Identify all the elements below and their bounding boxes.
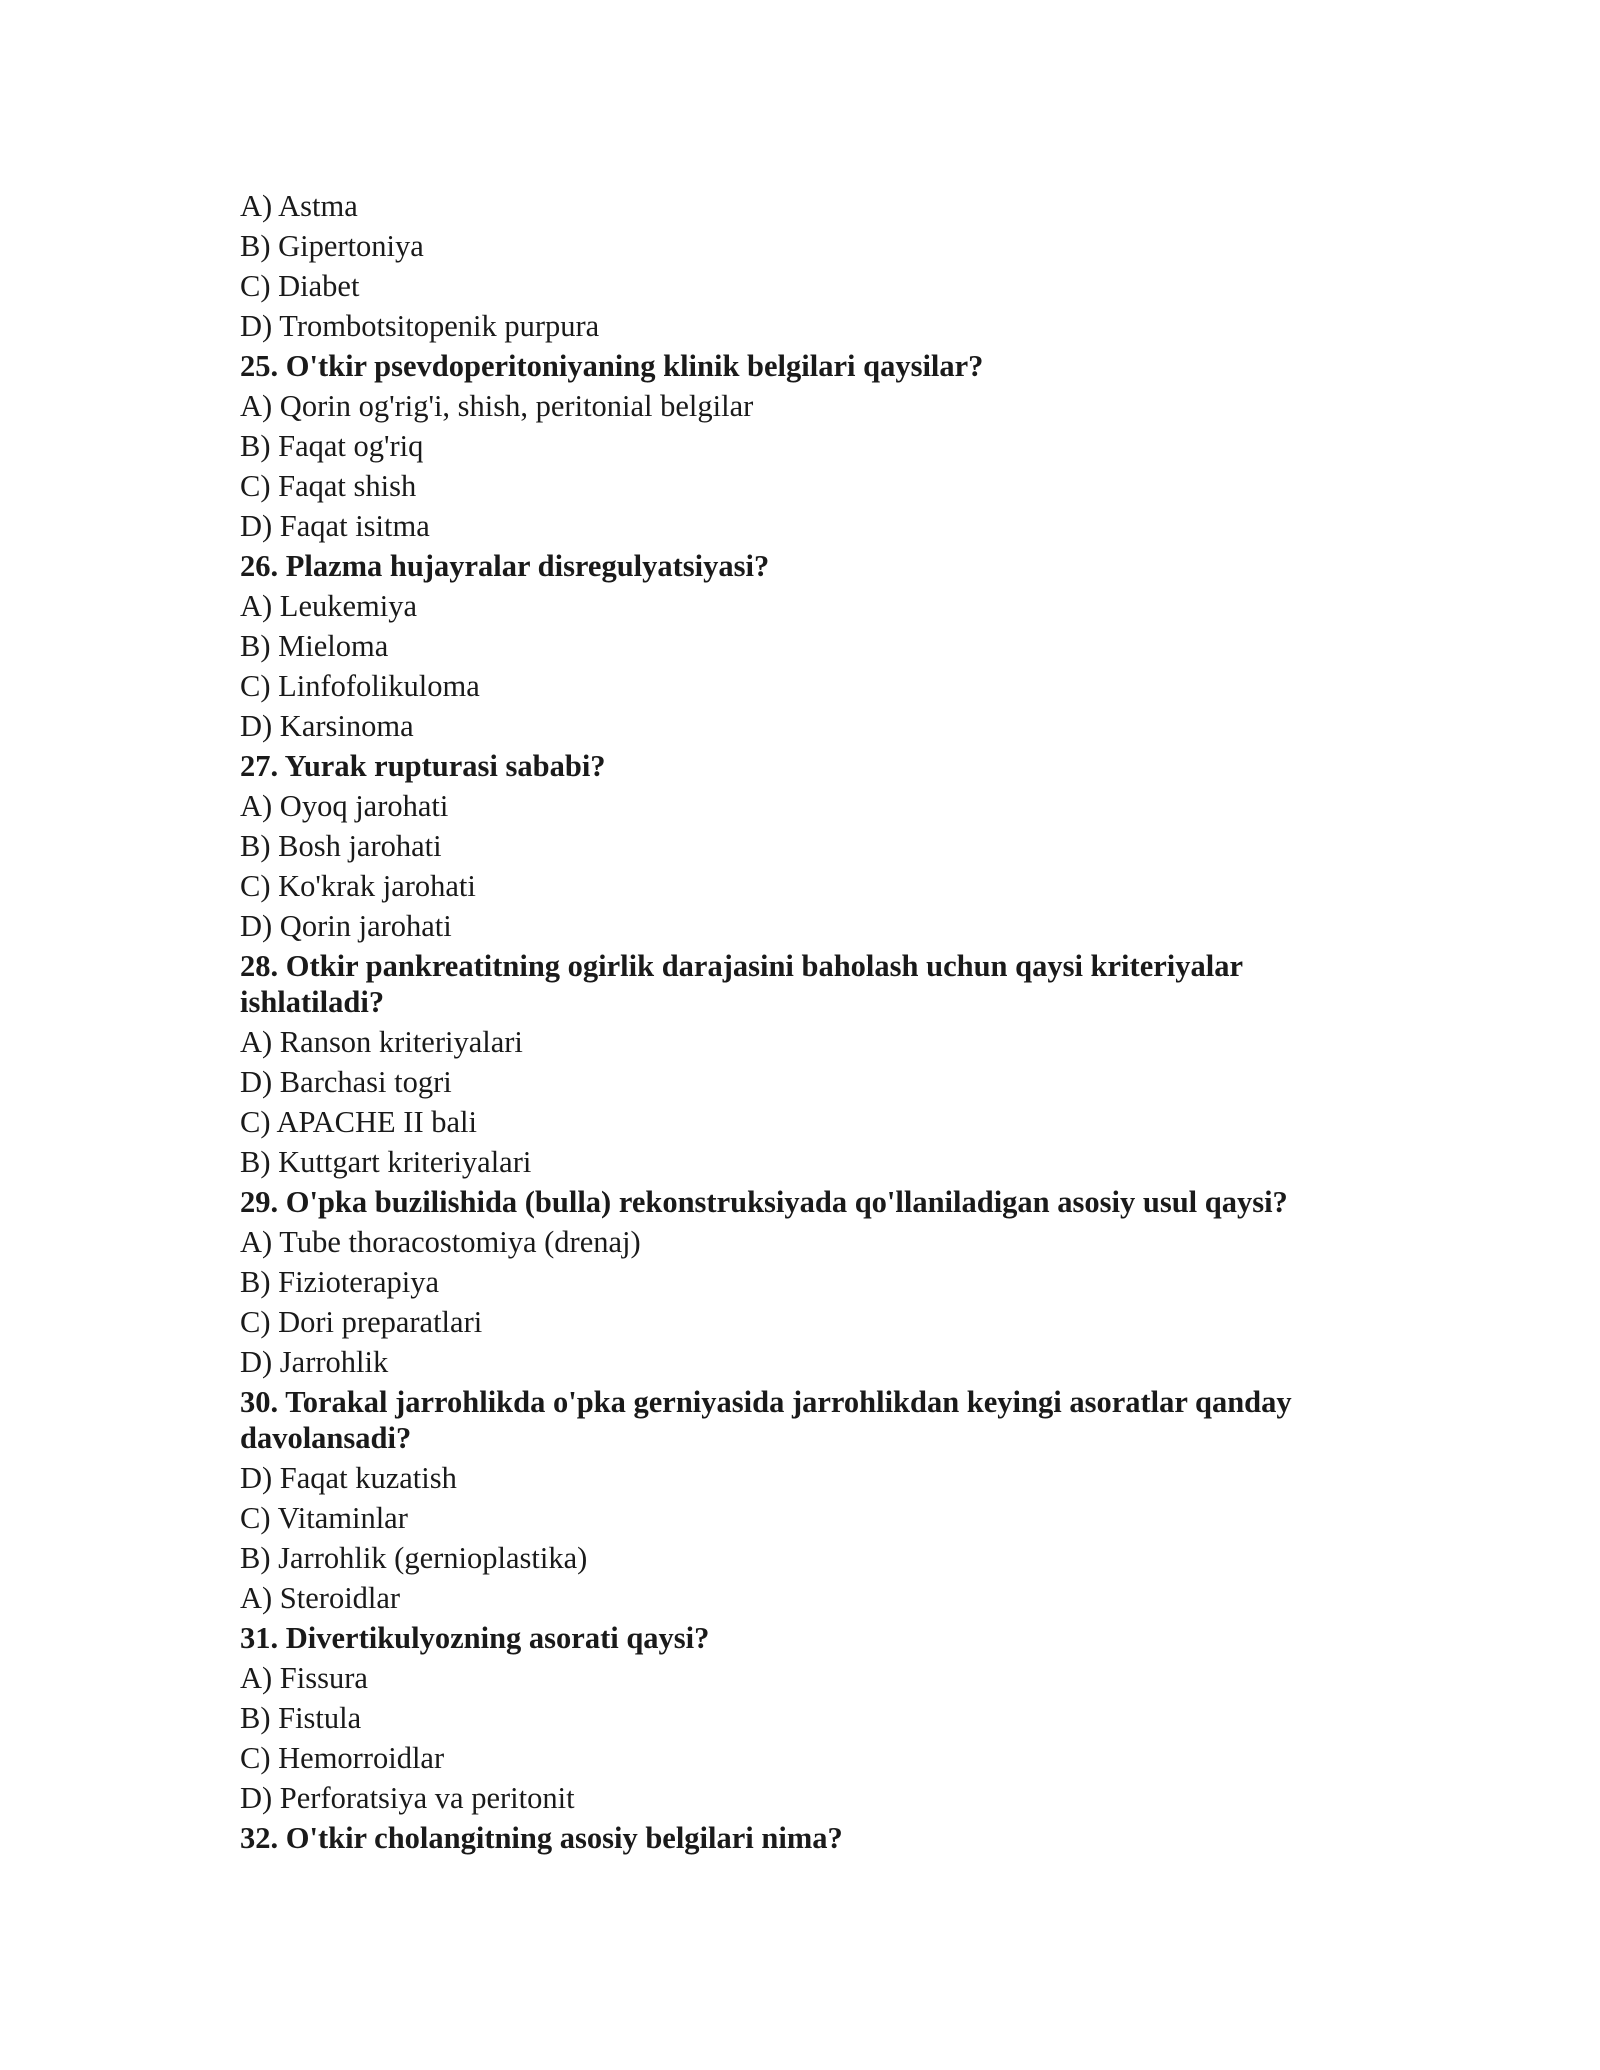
answer-option: C) Diabet [240, 269, 360, 303]
answer-option: A) Qorin og'rig'i, shish, peritonial belgilar [240, 389, 754, 423]
answer-option: B) Jarrohlik (gernioplastika) [240, 1541, 588, 1575]
answer-option: D) Qorin jarohati [240, 909, 452, 943]
question-heading: 29. O'pka buzilishida (bulla) rekonstruksiyada qo'llaniladigan asosiy usul qaysi? [240, 1185, 1288, 1219]
answer-option: D) Perforatsiya va peritonit [240, 1781, 575, 1815]
answer-option: B) Faqat og'riq [240, 429, 424, 463]
question-heading: 26. Plazma hujayralar disregulyatsiyasi? [240, 549, 770, 583]
answer-option: D) Barchasi togri [240, 1065, 452, 1099]
answer-option: B) Fizioterapiya [240, 1265, 440, 1299]
question-heading: 32. O'tkir cholangitning asosiy belgilari nima? [240, 1821, 843, 1855]
question-heading: 31. Divertikulyozning asorati qaysi? [240, 1621, 710, 1655]
answer-option: D) Faqat kuzatish [240, 1461, 457, 1495]
answer-option: B) Mieloma [240, 629, 389, 663]
answer-option: B) Fistula [240, 1701, 362, 1735]
question-heading: 27. Yurak rupturasi sababi? [240, 749, 606, 783]
answer-option: A) Fissura [240, 1661, 368, 1695]
answer-option: A) Ranson kriteriyalari [240, 1025, 523, 1059]
answer-option: C) Dori preparatlari [240, 1305, 483, 1339]
answer-option: D) Trombotsitopenik purpura [240, 309, 600, 343]
answer-option: C) Linfofolikuloma [240, 669, 480, 703]
answer-option: C) Hemorroidlar [240, 1741, 445, 1775]
answer-option: D) Faqat isitma [240, 509, 430, 543]
answer-option: A) Astma [240, 189, 358, 223]
answer-option: C) Faqat shish [240, 469, 417, 503]
answer-option: B) Bosh jarohati [240, 829, 442, 863]
question-heading: 28. Otkir pankreatitning ogirlik darajasini baholash uchun qaysi kriteriyalar ishlatiladi? [240, 949, 1243, 1019]
answer-option: D) Karsinoma [240, 709, 414, 743]
answer-option: C) Ko'krak jarohati [240, 869, 476, 903]
answer-option: A) Oyoq jarohati [240, 789, 449, 823]
answer-option: B) Kuttgart kriteriyalari [240, 1145, 532, 1179]
question-heading: 25. O'tkir psevdoperitoniyaning klinik belgilari qaysilar? [240, 349, 984, 383]
document-body [240, 186, 1370, 1858]
question-heading: 30. Torakal jarrohlikda o'pka gerniyasida jarrohlikdan keyingi asoratlar qanday davolansadi? [240, 1385, 1292, 1455]
answer-option: A) Tube thoracostomiya (drenaj) [240, 1225, 641, 1259]
answer-option: C) APACHE II bali [240, 1105, 477, 1139]
answer-option: A) Leukemiya [240, 589, 417, 623]
answer-option: A) Steroidlar [240, 1581, 401, 1615]
answer-option: D) Jarrohlik [240, 1345, 389, 1379]
answer-option: B) Gipertoniya [240, 229, 424, 263]
answer-option: C) Vitaminlar [240, 1501, 408, 1535]
